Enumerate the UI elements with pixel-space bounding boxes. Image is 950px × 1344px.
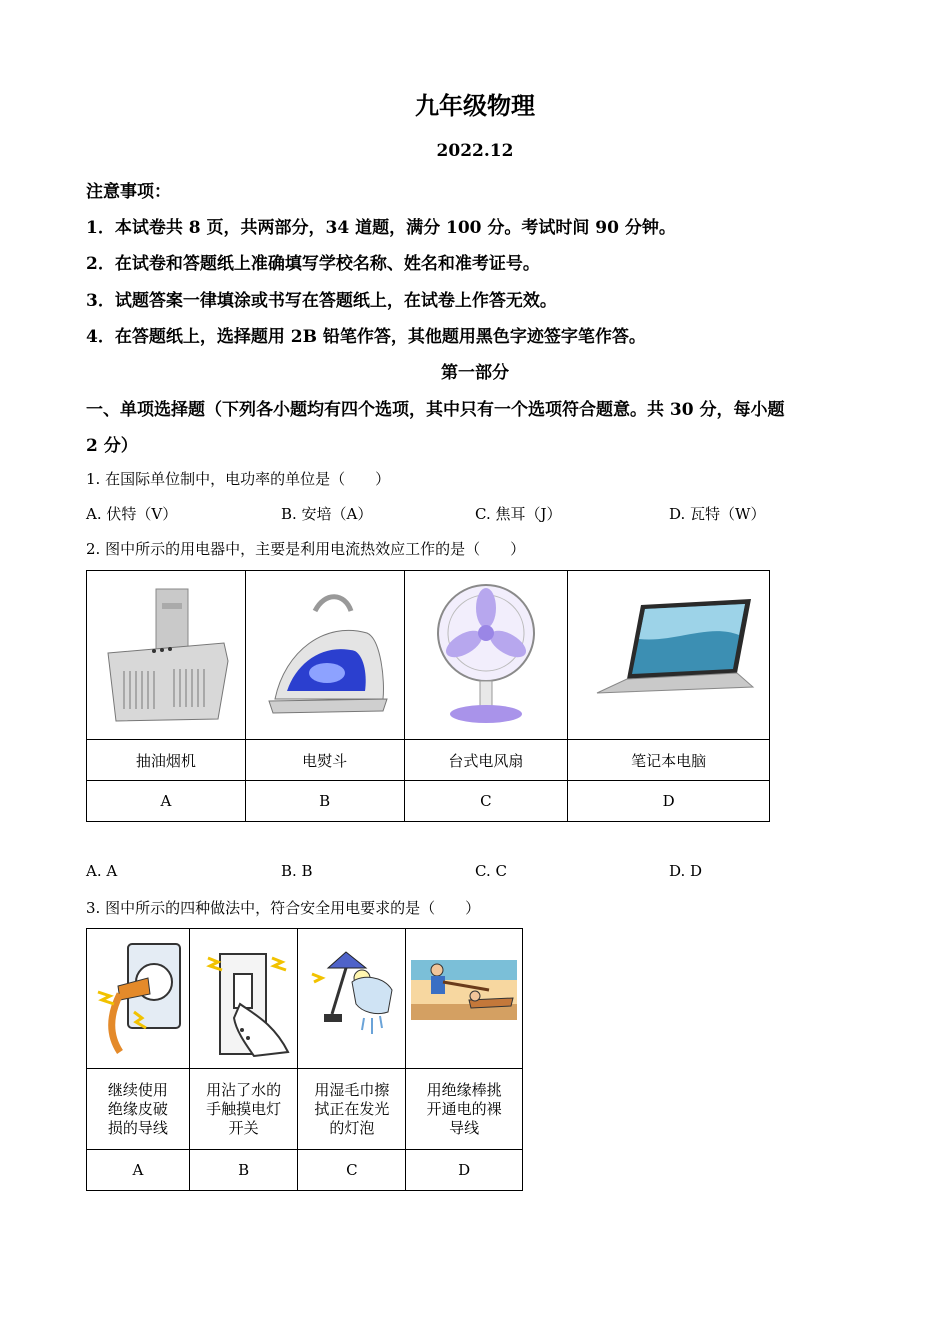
caption-line: 继续使用 xyxy=(107,1080,168,1099)
q2-option-d: D. D xyxy=(669,862,703,880)
q2-letter-c: C xyxy=(404,781,568,822)
caption-line: 用沾了水的 xyxy=(206,1080,282,1099)
q2-name-a: 抽油烟机 xyxy=(87,740,246,781)
q1-option-a: A. 伏特（V） xyxy=(86,505,178,523)
desk-fan-icon xyxy=(416,578,556,728)
q3-stem: 3. 图中所示的四种做法中，符合安全用电要求的是（ ） xyxy=(86,899,481,917)
q2-stem: 2. 图中所示的用电器中，主要是利用电流热效应工作的是（ ） xyxy=(86,540,526,558)
caption-line: 手触摸电灯 xyxy=(206,1099,282,1118)
q1-stem: 1. 在国际单位制中，电功率的单位是（ ） xyxy=(86,470,391,488)
q1-option-c: C. 焦耳（J） xyxy=(475,505,562,523)
caption-line: 用湿毛巾擦 xyxy=(314,1080,390,1099)
q3-image-c xyxy=(298,929,406,1069)
q2-image-a xyxy=(87,571,246,740)
q2-image-d xyxy=(568,571,770,740)
q3-caption-b xyxy=(189,1069,298,1150)
q3-caption-d xyxy=(406,1069,523,1150)
part-one-heading: 第一部分 xyxy=(441,363,509,383)
notice-item-1: 1．本试卷共 8 页，共两部分，34 道题，满分 100 分。考试时间 90 分钟。 xyxy=(86,218,676,238)
q3-letter-c: C xyxy=(298,1150,406,1191)
section-one-line2: 2 分） xyxy=(86,436,138,456)
q3-safety-table xyxy=(86,928,523,1191)
notice-heading: 注意事项： xyxy=(86,182,171,202)
q3-caption-a xyxy=(87,1069,190,1150)
q2-appliance-table xyxy=(86,570,770,822)
damaged-wire-plug-icon xyxy=(90,934,186,1059)
wet-towel-lamp-icon xyxy=(302,934,402,1059)
notice-item-2: 2．在试卷和答题纸上准确填写学校名称、姓名和准考证号。 xyxy=(86,254,540,274)
caption-line: 导线 xyxy=(449,1118,480,1137)
q3-letter-d: D xyxy=(406,1150,523,1191)
caption-line: 开通电的裸 xyxy=(426,1099,502,1118)
range-hood-icon xyxy=(96,581,236,726)
laptop-icon xyxy=(579,583,759,723)
q2-image-c xyxy=(404,571,568,740)
q2-name-b: 电熨斗 xyxy=(245,740,404,781)
caption-line: 开关 xyxy=(228,1118,259,1137)
q3-image-b xyxy=(189,929,298,1069)
q2-letter-d: D xyxy=(568,781,770,822)
caption-line: 拭正在发光 xyxy=(314,1099,390,1118)
q3-caption-c xyxy=(298,1069,406,1150)
caption-line: 的灯泡 xyxy=(329,1118,375,1137)
electric-iron-icon xyxy=(255,581,395,726)
q3-image-a xyxy=(87,929,190,1069)
q2-image-b xyxy=(245,571,404,740)
caption-line: 绝缘皮破 xyxy=(107,1099,168,1118)
exam-date: 2022.12 xyxy=(436,141,514,161)
caption-line: 损的导线 xyxy=(107,1118,168,1137)
notice-item-3: 3．试题答案一律填涂或书写在答题纸上，在试卷上作答无效。 xyxy=(86,291,557,311)
insulated-rod-rescue-icon xyxy=(409,934,519,1059)
q2-name-c: 台式电风扇 xyxy=(404,740,568,781)
q2-option-c: C. C xyxy=(475,862,507,880)
q2-name-d: 笔记本电脑 xyxy=(568,740,770,781)
q3-letter-b: B xyxy=(189,1150,298,1191)
q3-image-d xyxy=(406,929,523,1069)
q1-option-b: B. 安培（A） xyxy=(281,505,373,523)
caption-line: 用绝缘棒挑 xyxy=(426,1080,502,1099)
q2-letter-b: B xyxy=(245,781,404,822)
notice-item-4: 4．在答题纸上，选择题用 2B 铅笔作答，其他题用黑色字迹签字笔作答。 xyxy=(86,327,646,347)
q1-option-d: D. 瓦特（W） xyxy=(669,505,766,523)
q2-option-a: A. A xyxy=(86,862,118,880)
section-one-line1: 一、单项选择题（下列各小题均有四个选项，其中只有一个选项符合题意。共 30 分，每小题 xyxy=(86,400,785,420)
q2-option-b: B. B xyxy=(281,862,313,880)
q3-letter-a: A xyxy=(87,1150,190,1191)
q2-letter-a: A xyxy=(87,781,246,822)
page-title: 九年级物理 xyxy=(415,91,535,120)
wet-hand-switch-icon xyxy=(194,934,294,1059)
